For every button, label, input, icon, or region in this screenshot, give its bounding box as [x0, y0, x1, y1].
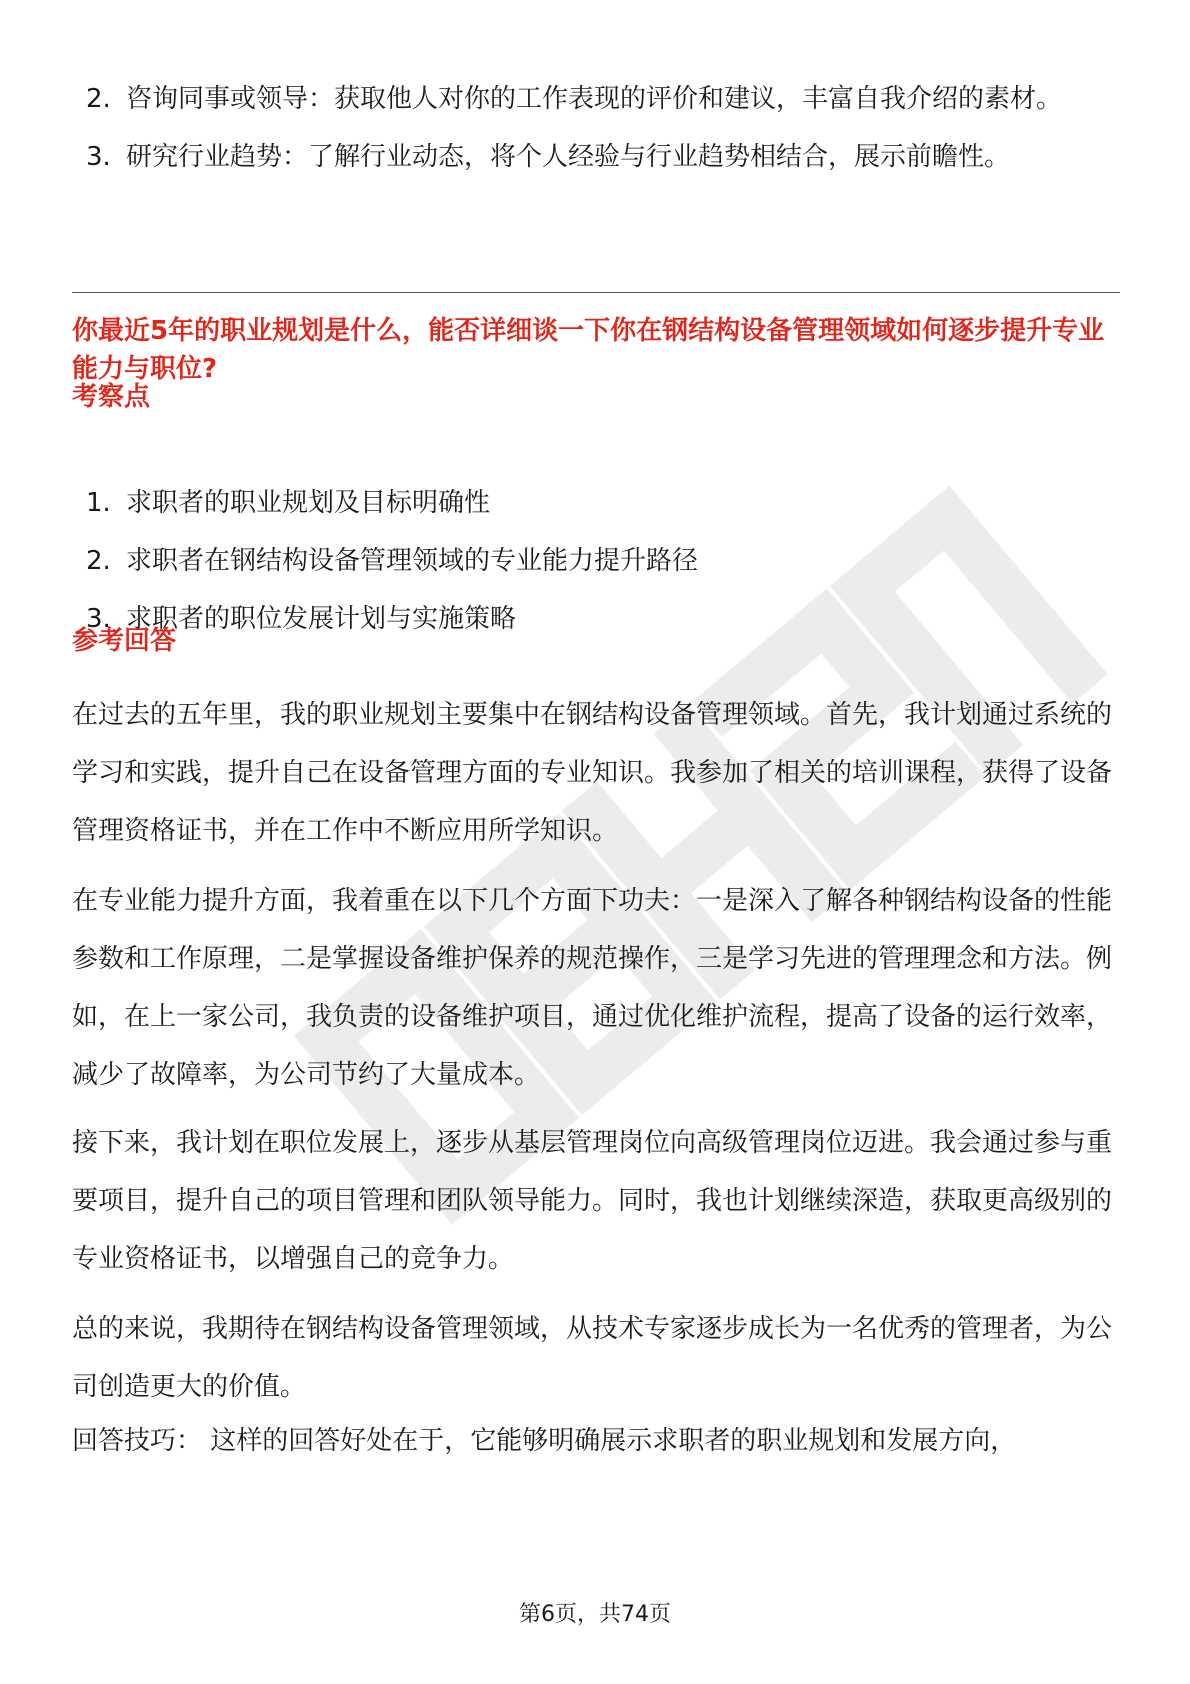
points-heading: 考察点 — [72, 382, 151, 412]
points-list — [72, 474, 1120, 648]
list-item — [72, 590, 1120, 648]
section-divider — [72, 292, 1120, 293]
list-item — [72, 70, 1120, 128]
list-number: 2. — [86, 84, 111, 114]
list-number: 3. — [86, 604, 111, 634]
answer-paragraph: 在过去的五年里，我的职业规划主要集中在钢结构设备管理领域。首先，我计划通过系统的学习和实践，提升自己在设备管理方面的专业知识。我参加了相关的培训课程，获得了设备管理资格证书，并在工作中不断应用所学知识。 — [72, 700, 1113, 846]
question-heading: 你最近5年的职业规划是什么，能否详细谈一下你在钢结构设备管理领域如何逐步提升专业能力与职位? — [72, 316, 1105, 384]
list-text: 求职者的职位发展计划与实施策略 — [126, 604, 517, 634]
list-number: 3. — [86, 142, 111, 172]
answer-paragraph: 总的来说，我期待在钢结构设备管理领域，从技术专家逐步成长为一名优秀的管理者，为公司创造更大的价值。 — [72, 1314, 1113, 1402]
list-number: 1. — [86, 488, 111, 518]
answer-paragraph: 接下来，我计划在职位发展上，逐步从基层管理岗位向高级管理岗位迈进。我会通过参与重要项目，提升自己的项目管理和团队领导能力。同时，我也计划继续深造，获取更高级别的专业资格证书，以增强自己的竞争力。 — [72, 1128, 1113, 1274]
list-item — [72, 532, 1120, 590]
list-item — [72, 128, 1120, 186]
list-text: 研究行业趋势：了解行业动态，将个人经验与行业趋势相结合，展示前瞻性。 — [126, 142, 1011, 172]
answer-heading: 参考回答 — [72, 626, 177, 656]
list-number: 2. — [86, 546, 111, 576]
page-footer: 第6页，共74页 — [519, 1602, 671, 1627]
tips-paragraph: 回答技巧： 这样的回答好处在于，它能够明确展示求职者的职业规划和发展方向， — [72, 1426, 1017, 1456]
list-text: 求职者在钢结构设备管理领域的专业能力提升路径 — [126, 546, 699, 576]
list-text: 咨询同事或领导：获取他人对你的工作表现的评价和建议，丰富自我介绍的素材。 — [126, 84, 1063, 114]
list-text: 求职者的职业规划及目标明确性 — [126, 488, 491, 518]
list-item — [72, 474, 1120, 532]
document-page — [72, 0, 1120, 1684]
answer-paragraph: 在专业能力提升方面，我着重在以下几个方面下功夫：一是深入了解各种钢结构设备的性能参数和工作原理，二是掌握设备维护保养的规范操作，三是学习先进的管理理念和方法。例如，在上一家公司，我负责的设备维护项目，通过优化维护流程，提高了设备的运行效率，减少了故障率，为公司节约了大量成本。 — [72, 886, 1113, 1090]
continued-list — [72, 70, 1120, 186]
